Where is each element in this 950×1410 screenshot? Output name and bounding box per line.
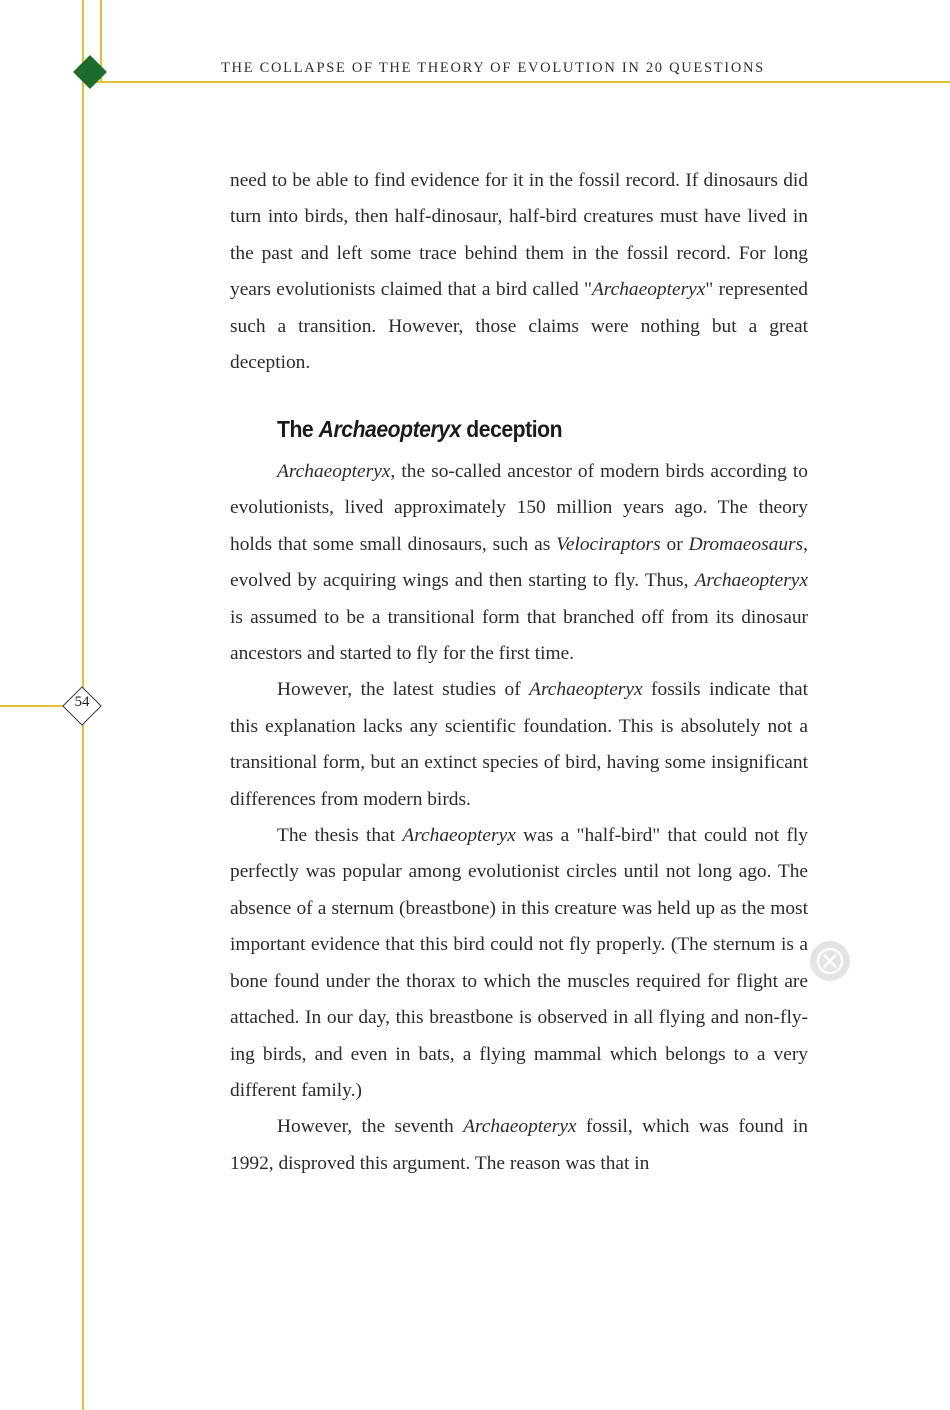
section-heading: The Archaeopteryx deception (277, 416, 563, 442)
header-rule-horizontal (82, 81, 950, 83)
diamond-ornament-icon (73, 55, 107, 89)
body-paragraph-1: Archaeopteryx, the so-called ancestor of modern birds according to evolutionists, lived approximately 150 million years ago. The theory holds that some small dinosaurs, such as Velociraptors or Dromaeosaurs, evolved by acquiring wings and then starting to fly. Thus, Archaeopteryx is assumed to be a transitional form that branched off from its dinosaur ancestors and started to fly for the first time. (230, 461, 808, 665)
running-header: THE COLLAPSE OF THE THEORY OF EVOLUTION IN 20 QUESTIONS (221, 60, 765, 76)
close-button[interactable] (810, 941, 850, 981)
body-paragraph-4: However, the seventh Archaeopteryx fossil, which was found in 1992, disproved this argument. The reason was that in (230, 1116, 808, 1174)
intro-paragraph: need to be able to find evidence for it in the fossil record. If dinosaurs did turn into birds, then half-dinosaur, half-bird creatures must have lived in the past and left some trace behind them in the fossil record. For long years evolutionists claimed that a bird called "Archaeopteryx" represented such a transition. However, those claims were nothing but a great deception. (230, 170, 808, 374)
close-icon (815, 946, 845, 976)
section-body (230, 454, 808, 1182)
intro-text (230, 163, 808, 381)
page-number: 54 (74, 694, 90, 710)
body-paragraph-3: The thesis that Archaeopteryx was a "half-bird" that could not fly perfectly was popular among evolutionist circles until not long ago. The absence of a sternum (breastbone) in this creature was held up as the most important evidence that this bird could not fly properly. (The sternum is a bone found under the thorax to which the muscles required for flight are attached. In our day, this breastbone is observed in all flying and non-flying birds, and even in bats, a flying mammal which belongs to a very different family.) (230, 825, 808, 1101)
body-paragraph-2: However, the latest studies of Archaeopteryx fossils indicate that this explanation lacks any scientific foundation. This is absolutely not a transitional form, but an extinct species of bird, having some insignificant differences from modern birds. (230, 679, 808, 810)
